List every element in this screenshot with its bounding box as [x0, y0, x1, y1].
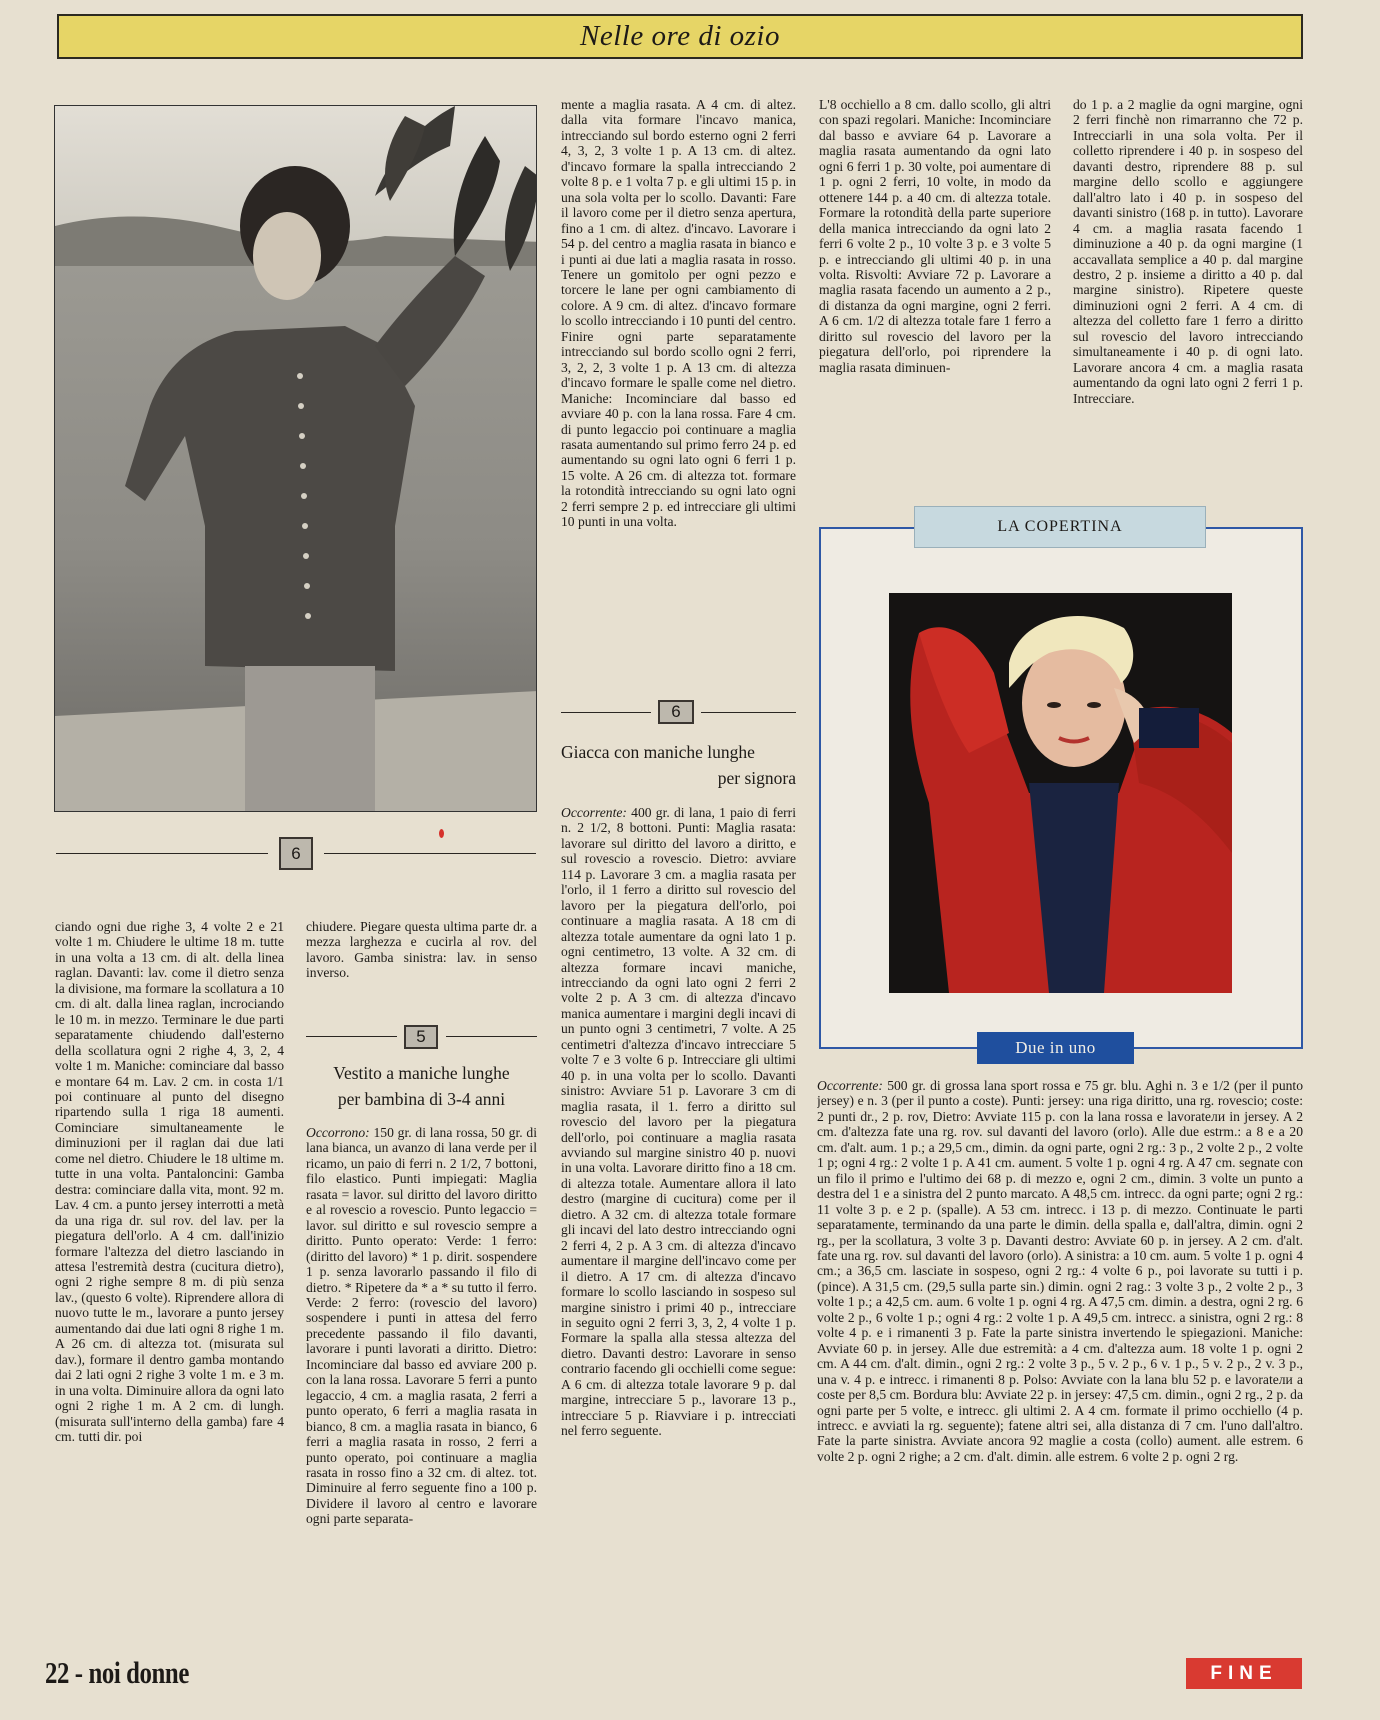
end-badge: FINE	[1186, 1658, 1302, 1689]
photo-cover-woman	[889, 593, 1232, 993]
separator-line	[701, 712, 796, 713]
section-marker-6b	[658, 700, 694, 724]
column-1-text	[55, 919, 284, 1639]
lead-label: Occorrono:	[306, 1125, 370, 1140]
column-5-text	[1073, 97, 1303, 473]
section-marker-6	[279, 837, 313, 870]
text-block: 500 gr. di grossa lana sport rossa e 75 gr. blu. Aghi n. 3 e 1/2 (per il punto jersey) e n. 3 (per il punto a coste). Punti: jersey: una riga diritto, una rg. rovescio; coste: 2 punti dr., 2 p. rov, Dietro: Avviate 115 p. con la lana rossa e lavoratели in jersey. A 2 cm. d'altezza fate una rg. rov. sul davanti del lavoro (orlo). Alle due estrm.: a 8 e a 20 cm. d'alt. aum. 1 p.; a 29,5 cm., dimin. da ogni parte, ogni 2 rg.: 3 p., 2 volte 2 p., 2 volte 1 p; ogni 4 rg.: 2 volte 1 p. A 41 cm. aument. 5 volte 1 p. ogni 4 rg. A 47 cm. segnate con un filo il primo e l'ultimo dei 68 p. di mezzo e, ogni 2 cm., dimin. 3 volte un punto a destra del 1 e a sinistra del 2 punto marcato. A 48,5 cm. intrecc. da ogni parte; ogni 2 rg.: 11 volte 3 p. e 2 p. (spalle). A 53 cm. intrecc. i 13 p. di mezzo. Continuate le parti separatamente, terminando da una parte le dimin. della spalla e, dall'altra, dimin. ogni 2 rg., per la scollatura, 3 volte 3 p. Davanti destro: Avviate 60 p. in jersey. A 2 cm. d'alt. fate una rg. rov. sul davanti del lavoro (orlo). A sinistra: a 10 cm. aum. 5 volte 1 p. ogni 4 cm.; a 36,5 cm. lasciate in sospeso, ogni 2 rg.: 4 volte 6 p., poi lavorate su tutti i p. (pince). A 31,5 cm. (29,5 sulla parte sin.) dimin. ogni 2 rag.: 3 volte 3 p., 2 volte 2 p., 3 volte 1 p.; a 42,5 cm. aum. 6 volte 1 p. ogni 4 rg. A 47,5 cm. dimin. a destra, ogni 2 rg. 6 volte 2 p., 6 volte 1 p.; ogni 4 rg.: 2 volte 1 p. A 49,5 cm. intrecc. a sinistra, ogni 2 rg.: 8 volte 4 p. e i rimanenti 3 p. Fate la parte sinistra invertendo le spiegazioni. Maniche: Avviate 60 p. in jersey. Alle due estremità: a 4 cm. d'altezza aum. 18 volte 1 p. ogni 2 cm. A 44 cm. d'alt. dimin., ogni 2 rg.: 2 volte 3 p., 5 v. 2 p., 6 v. 1 p., 5 v. 2 p., 2 v. 3 p., una v. 4 p. e intrecc. i rimanenti 8 p. Polso: Avviate con la lana blu 52 p. e lavoratели a coste per 8,5 cm. Bordura blu: Avviate 22 p. in jersey: 47,5 cm. dimin., ogni 2 rg., 2 p. da ogni parte per 5 volte, e intrecc. gli ultimi 2. A 4 cm. formate il primo occhiello (4 p. intrecc. e avviati la rg. seguente); fatene altri sei, alla distanza di 7 cm. l'uno dall'altro. Fate la parte sinistra. Avviate ancora 92 maglie a costa (collo) aument. alle estrem. 6 volte 2 p. ogni 2 righe; a 2 cm. d'alt. dimin. alle estrem. 6 volte 2 p. ogni 2 rg.	[817, 1078, 1303, 1464]
section-marker-number: 6	[291, 843, 301, 863]
column-2-top-text	[306, 919, 537, 981]
cover-caption: Due in uno	[1015, 1038, 1096, 1057]
text-block: chiudere. Piegare questa ultima parte dr. a mezza larghezza e cucirla al rov. del lavoro. Gamba sinistra: lav. in senso inverso.	[306, 919, 537, 981]
section-header-bar	[57, 14, 1303, 59]
column-4-text	[819, 97, 1051, 473]
separator-line	[306, 1036, 397, 1037]
photo-woman-cardigan-illustration	[55, 106, 537, 812]
cover-band-label: LA COPERTINA	[997, 518, 1123, 535]
heading-line-2: per signora	[717, 768, 796, 788]
due-in-uno-body	[817, 1078, 1303, 1643]
section-5-body	[306, 1125, 537, 1640]
column-3-text	[561, 97, 796, 671]
text-block: do 1 p. a 2 maglie da ogni margine, ogni 2 ferri finchè non rimarranno che 72 p. Intrecciarli in una sola volta. Per il colletto riprendere i 40 p. in sospeso del davanti destro, riprendere 88 p. sul margine dello scollo e aggiungere dall'altro lato i 40 p. in sospeso del davanti sinistro (168 p. in tutto). Lavorare 4 cm. a maglia rasata facendo 1 diminuzione a 40 p. da ogni margine (1 accavallata semplice a 40 p. dal margine destro, 2 p. insieme a diritto a 40 p. dal margine sinistro). Ripetere queste diminuzioni ogni 2 ferri. A 4 cm. di altezza del colletto fare 1 ferro a diritto sul rovescio del lavoro intrecciando simultaneamente i 40 p. di ogni lato. Lavorare ancora 4 cm. a maglia rasata aumentando da ogni lato ogni 2 ferri 1 p. Intrecciare.	[1073, 97, 1303, 406]
section-marker-number: 5	[416, 1027, 426, 1046]
separator-line	[324, 853, 536, 854]
lead-label: Occorrente:	[561, 805, 627, 820]
heading-line-1: Vestito a maniche lunghe	[333, 1063, 510, 1083]
text-block: 150 gr. di lana rossa, 50 gr. di lana bianca, un avanzo di lana verde per il ricamo, un paio di ferri n. 2 1/2, 7 bottoni, filo elastico. Punti impiegati: Maglia rasata = lavor. sul diritto del lavoro diritto e al rovescio a rovescio. Punto legaccio = lavor. sul diritto e sul rovescio sempre a diritto. Punto operato: Verde: 1 ferro: (diritto del lavoro) * 1 p. dirit. sospendere 1 p. senza lavorarlo passando il filo di dietro. * Ripetere da * a * su tutto il ferro. Verde: 2 ferro: (rovescio del lavoro) sospendere i punti in attesa del ferro precedente passando il filo davanti, lavorare i punti lavorati a diritto. Dietro: Incominciare dal basso ed avviare 200 p. con la lana rossa. Lavorare 5 ferri a punto legaccio, 4 cm. a maglia rasata, 2 ferri a punto operato, 6 ferri a maglia rasata in bianco, 8 cm. a maglia rasata in bianco, 6 ferri a maglia rasata in rosso, 2 ferri a punto operato, poi continuare a maglia rasata in rosso fino a 32 cm. di altez. tot. Diminuire al ferro seguente fino a 100 p. Dividere il lavoro al centro e lavorare ogni parte separata-	[306, 1125, 537, 1527]
section-marker-5	[404, 1025, 438, 1049]
section-marker-number: 6	[671, 702, 681, 721]
section-5-heading	[306, 1060, 537, 1112]
section-6-body	[561, 805, 796, 1640]
photo-cover-illustration	[889, 593, 1232, 993]
section-title: Nelle ore di ozio	[580, 20, 780, 52]
text-block: L'8 occhiello a 8 cm. dallo scollo, gli altri con spazi regolari. Maniche: Incominciare dal basso e avviare 64 p. Lavorare a maglia rasata aumentando da ogni lato ogni 6 ferri 1 p. 30 volte, poi aumentare di 1 p. ogni 2 ferri, 10 volte, in modo da ottenere 144 p. a 40 cm. di altezza totale. Formare la rotondità della parte superiore della manica intrecciando da ogni lato 2 ferri 6 volte 2 p., 10 volte 3 p. e 3 volte 5 p. e intrecciando gli ultimi 40 p. in una volta. Risvolti: Avviare 72 p. Lavorare a maglia rasata facendo un aumento a 2 p., di distanza da ogni margine, ogni 2 ferri. A 6 cm. 1/2 di altezza totale fare 1 ferro a diritto sul rovescio del lavoro per la piegatura dell'orlo, poi riprendere la maglia rasata diminuen-	[819, 97, 1051, 375]
heading-line-1: Giacca con maniche lunghe	[561, 742, 755, 762]
separator-line	[56, 853, 268, 854]
separator-line	[561, 712, 651, 713]
separator-line	[446, 1036, 537, 1037]
cover-band	[914, 506, 1206, 548]
text-block: mente a maglia rasata. A 4 cm. di altez. dalla vita formare l'incavo manica, intrecciando sul bordo esterno ogni 2 ferri 4, 3, 2, 3 volte 1 p. A 13 cm. di altez. d'incavo formare la spalla intrecciando 2 volte 8 p. e 1 volta 7 p. e gli ultimi 15 p. in una sola volta per lo scollo. Davanti: Fare il lavoro come per il dietro senza apertura, fino a 1 cm. di altez. d'incavo. Lavorare i 54 p. del centro a maglia rasata in bianco e i punti ai due lati a maglia rasata in rosso. Tenere un gomitolo per ogni pezzo e torcere le lane per ogni cambiamento di colore. A 9 cm. di altez. d'incavo formare lo scollo intrecciando i 10 punti del centro. Finire ogni parte separatamente intrecciando sul bordo scollo ogni 2 ferri, 3, 2, 2, 3 volte 1 p. A 13 cm. di altezza d'incavo formare le spalle come nel dietro. Maniche: Incominciare dal basso ed avviare 40 p. con la lana rossa. Fare 4 cm. di punto legaccio poi continuare a maglia rasata aumentando sul primo ferro 24 p. ed aumentando su ogni lato ogni 6 ferri 1 p. 15 volte. A 26 cm. di altezza tot. formare la rotondità intrecciando su ogni lato ogni 2 ferri sempre 2 p. ed intrecciare gli ultimi 10 punti in una volta.	[561, 97, 796, 530]
cover-caption-band	[977, 1032, 1134, 1064]
text-block: 400 gr. di lana, 1 paio di ferri n. 2 1/2, 8 bottoni. Punti: Maglia rasata: lavorare sul diritto del lavoro a diritto, e sul rovescio a rovescio. Dietro: avviare 114 p. Lavorare 3 cm. a maglia rasata per l'orlo, il 1 ferro a diritto sul rovescio del lavoro per la piegatura dell'orlo, poi continuare a maglia rasata. A 18 cm di altezza totale aumentare da ogni lato 1 p. ogni centimetro, 13 volte. A 32 cm. di altezza formare incavi maniche, intrecciando da ogni lato ogni 2 ferri 2 volte 2 p. A 3 cm. di altezza d'incavo manica aumentare i margini degli incavi di un punto ogni 3 centimetri, 7 volte. A 25 centimetri d'altezza d'incavo intrecciare 5 volte 7 e 3 volte 6 p. Intrecciare gli ultimi 40 p. in una volta per lo scollo. Davanti sinistro: Avviare 51 p. Lavorare 3 cm di maglia rasata, il 1. ferro a diritto sul rovescio del lavoro per la piegatura dell'orlo, poi continuare a maglia rasata avviando sul margine sinistro 40 p. nuovi in una volta. Lavorare diritto fino a 18 cm. di altezza totale. Aumentare allora il lato destro (margine di cucitura) come per il dietro. A 32 cm. di altezza totale formare gli incavi del lato destro intrecciando ogni 2 ferri 4, 2 p. A 3 cm. di altezza d'incavo aumentare il margine dell'incavo come per il dietro. A 17 cm. di altezza d'incavo formare lo scollo lasciando in sospeso sul margine sinistro i primi 40 p., intrecciare in seguito ogni 2 ferri 3, 3, 2, 4 volte 1 p. Formare la spalla alla stessa altezza del dietro. Davanti destro: Lavorare in senso contrario facendo gli occhielli come segue: A 6 cm. di altezza totale lavorare 9 p. dal margine, intrecciare 5 p., lavorare 13 p., intrecciare 5 p. Riavviare i p. intrecciati nel ferro seguente.	[561, 805, 796, 1439]
heading-line-2: per bambina di 3-4 anni	[337, 1089, 506, 1109]
print-dot	[439, 829, 444, 838]
text-block: ciando ogni due righe 3, 4 volte 2 e 21 volte 1 m. Chiudere le ultime 18 m. tutte in una volta a 13 cm. di alt. della linea raglan. Davanti: lav. come il dietro senza la divisione, ma formare la scollatura a 10 cm. di alt. dalla linea raglan, incrociando le 10 m. in mezzo. Terminare le due parti separatamente chiudendo dall'esterno della scollatura ogni 2 righe 4, 3, 2, 4 volte 1 m. Maniche: cominciare dal basso e montare 64 m. Lav. 2 cm. in costa 1/1 poi continuare al punto del disegno ripartendo sulla 1 riga 18 aumenti. Cominciare simultaneamente le diminuzioni per il raglan dai due lati come nel dietro. Chiudere le 18 ultime m. tutte in una volta. Pantaloncini: Gamba destra: cominciare dalla vita, mont. 92 m. Lav. 4 cm. a punto jersey interrotti a metà da una riga dr. sul rov. del lav. per la piegatura dell'orlo. A 4 cm. dall'inizio formare l'altezza del dietro lasciando in attesa l'estremità destra (cucitura dietro), ogni 2 righe sempre 8 m. di più senza lav., (questo 6 volte). Riprendere allora di nuovo tutte le m., lavorare a punto jersey aumentando dai due lati ogni 8 righe 1 m. A 26 cm. di altezza tot. (misurata sul dav.), formare il dentro gamba montando dai 2 lati ogni 2 righe 3 volte 1 m. e 3 m. in una volta. Diminuire allora da ogni lato ogni 2 righe 1 m. A 2 cm. di lungh. (misurata sull'interno della gamba) fare 4 cm. tutti dir. poi	[55, 919, 284, 1444]
photo-woman-cardigan	[54, 105, 537, 812]
section-6-heading	[561, 739, 796, 791]
lead-label: Occorrente:	[817, 1078, 883, 1093]
page-number-masthead: 22 - noi donne	[45, 1655, 189, 1690]
